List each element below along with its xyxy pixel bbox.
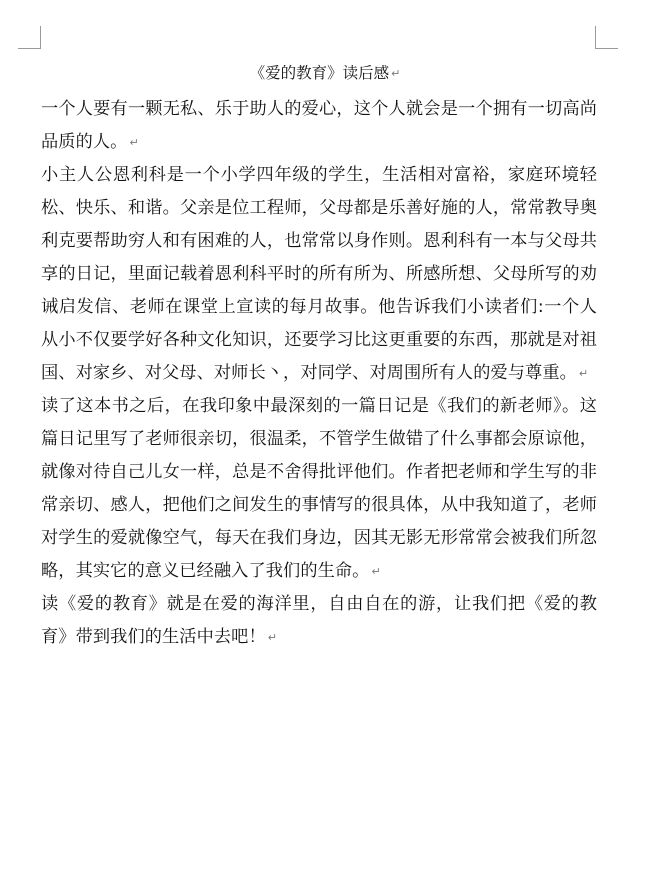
- document-title: [41, 60, 597, 87]
- document-body[interactable]: [41, 60, 597, 654]
- paragraph: [41, 93, 597, 159]
- paragraph: [41, 390, 597, 588]
- paragraph-text: 读《爱的教育》就是在爱的海洋里，自由自在的游，让我们把《爱的教育》带到我们的生活中去吧！: [41, 594, 597, 647]
- paragraph-text: 小主人公恩利科是一个小学四年级的学生，生活相对富裕，家庭环境轻松、快乐、和谐。父亲是位工程师，父母都是乐善好施的人，常常教导奥利克要帮助穷人和有困难的人，也常常以身作则。恩利科有一本与父母共享的日记，里面记载着恩利科平时的所有所为、所感所想、父母所写的劝诫启发信、老师在课堂上宣读的每月故事。他告诉我们小读者们:一个人从小不仅要学好各种文化知识，还要学习比这更重要的东西，那就是对祖国、对家乡、对父母、对师长丶，对同学、对周围所有人的爱与尊重。: [41, 165, 597, 383]
- page-corner-mark-top-left: [18, 26, 41, 49]
- title-text: 《爱的教育》读后感: [249, 64, 390, 82]
- paragraph-mark-icon: ↵: [267, 631, 278, 644]
- page-corner-mark-top-right: [595, 26, 618, 49]
- paragraph-mark-icon: ↵: [391, 67, 401, 80]
- paragraph-mark-icon: ↵: [578, 367, 589, 380]
- paragraph-text: 读了这本书之后，在我印象中最深刻的一篇日记是《我们的新老师》。这篇日记里写了老师很亲切，很温柔，不管学生做错了什么事都会原谅他，就像对待自己儿女一样，总是不舍得批评他们。作者把老师和学生写的非常亲切、感人，把他们之间发生的事情写的很具体，从中我知道了，老师对学生的爱就像空气，每天在我们身边，因其无影无形常常会被我们所忽略，其实它的意义已经融入了我们的生命。: [41, 396, 597, 581]
- paragraph-mark-icon: ↵: [129, 136, 139, 149]
- paragraph-text: 一个人要有一颗无私、乐于助人的爱心，这个人就会是一个拥有一切高尚品质的人。: [41, 99, 597, 152]
- paragraph-mark-icon: ↵: [371, 565, 381, 578]
- paragraph: [41, 159, 597, 390]
- paragraph: [41, 588, 597, 654]
